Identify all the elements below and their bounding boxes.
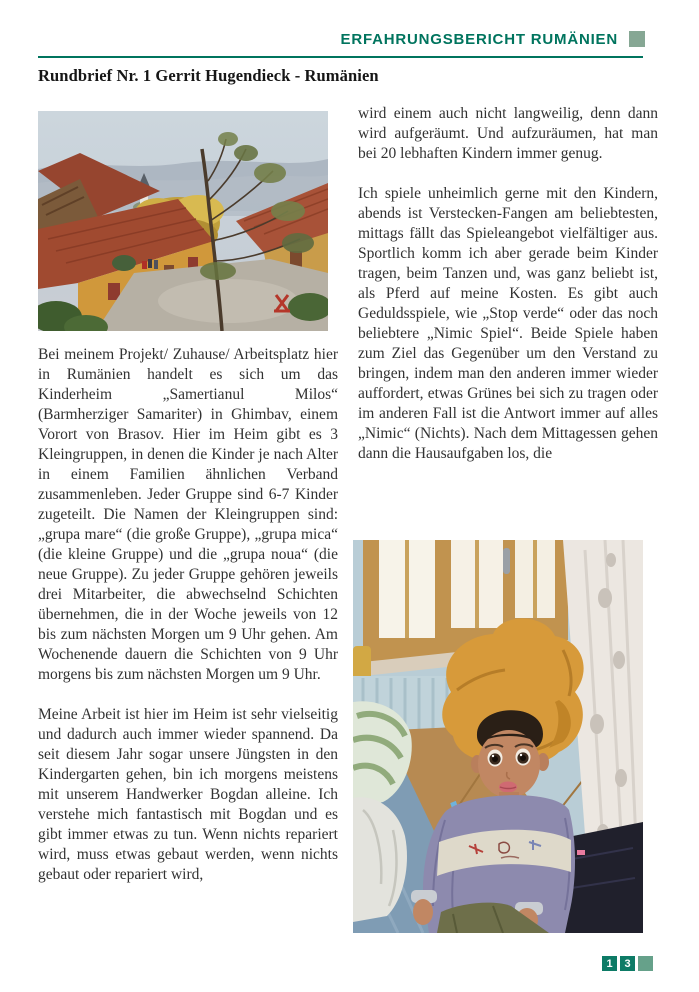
child-photo-graphic <box>353 540 643 933</box>
left-column <box>38 111 338 905</box>
page-footer <box>602 956 653 971</box>
page-title: Rundbrief Nr. 1 Gerrit Hugendieck - Rumänien <box>38 66 379 85</box>
header-rule <box>38 56 643 58</box>
body-paragraph: wird einem auch nicht langweilig, denn dann wird aufgeräumt. Und aufzuräumen, hat man bei 20 lebhaften Kindern immer genug. <box>358 105 658 162</box>
courtyard-photo-graphic <box>38 111 328 331</box>
courtyard-photo <box>38 111 328 331</box>
body-paragraph: Bei meinem Projekt/ Zuhause/ Arbeitsplatz hier in Rumänien handelt es sich um das Kinderheim „Samertianul Milos“ (Barmherziger Samariter) in Ghimbav, einem Vorort von Brasov. Hier im Heim gibt es 3 Kleingruppen, in denen die Kinder je nach Alter in einem Familien ähnlichen Verband zusammenleben. Jeder Gruppe sind 6-7 Kinder zugeteilt. Die Namen der Kleingruppen sind: „grupa mare“ (die große Gruppe), „grupa mica“ (die kleine Gruppe) und die „grupa noua“ (die neue Gruppe). Zu jeder Gruppe gehören jeweils drei Mitarbeiter, die abwechselnd Schichten übernehmen, die in der Woche jeweils von 12 bis zum nächsten Morgen um 9 Uhr gehen. Am Wochenende dauern die Schichten von 9 Uhr morgens bis zum nächsten Morgen um 9 Uhr. <box>38 346 338 683</box>
section-kicker: ERFAHRUNGSBERICHT RUMÄNIEN <box>340 30 618 48</box>
page-number-digit-1: 1 <box>602 956 617 971</box>
page-number-digit-2: 3 <box>620 956 635 971</box>
right-column <box>358 104 658 484</box>
child-photo <box>353 540 643 933</box>
body-paragraph: Meine Arbeit ist hier im Heim ist sehr vielseitig und dadurch auch immer wieder spannend. Da seit diesem Jahr sogar unsere Jüngsten in den Kindergarten gehen, bin ich morgens meistens mit unserem Handwerker Bogdan alleine. Ich verstehe mich fantastisch mit Bogdan und es gibt immer etwas zu tun. Wenn nichts repariert wird, muss etwas gebaut werden, wenn nichts gebaut oder repariert wird, <box>38 706 338 883</box>
body-paragraph: Ich spiele unheimlich gerne mit den Kindern, abends ist Verstecken-Fangen am beliebtesten, mittags fällt das Spieleangebot vielfältiger aus. Sportlich komm ich aber gerade beim Kinder tragen, beim Tanzen und, was ganz beliebt ist, als Pferd auf meine Kosten. Es gibt auch Geduldsspiele, wie „Stop verde“ oder das noch beliebtere „Nimic Spiel“. Beide Spiele haben zum Ziel das Gegenüber um den Verstand zu bringen, indem man den anderen immer wieder auffordert, etwas Grünes bei sich zu tragen oder im anderen Fall ist die Antwort immer auf alles „Nimic“ (Nichts). Nach dem Mittagessen gehen dann die Hausaufgaben los, die <box>358 185 658 462</box>
header-square-decoration <box>629 31 645 47</box>
page-header <box>38 30 645 48</box>
footer-square-decoration <box>638 956 653 971</box>
